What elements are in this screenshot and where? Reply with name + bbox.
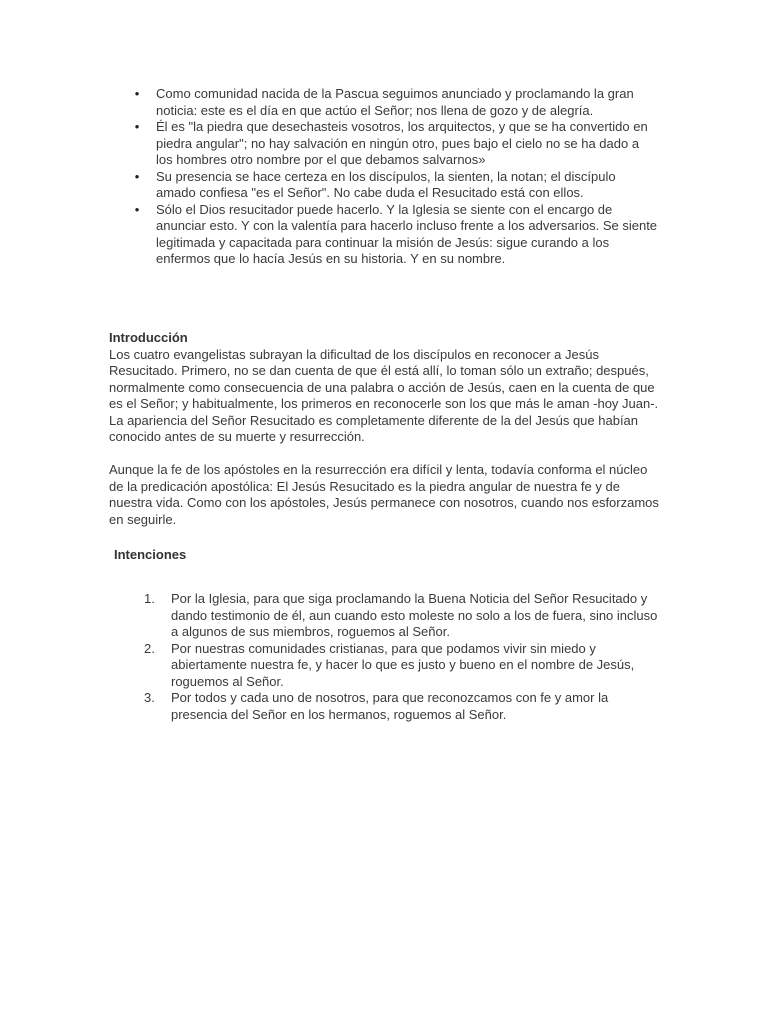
intencion-text: Por la Iglesia, para que siga proclamando la Buena Noticia del Señor Resucitado y dando testimonio de él, aun cuando esto moleste no solo a los de fuera, sino incluso a algunos de sus miembros, roguemos al Señor. — [171, 591, 658, 639]
bullet-icon: • — [134, 168, 140, 184]
bullet-item — [0, 86, 658, 119]
introduction-section — [109, 330, 659, 528]
bullet-text: Su presencia se hace certeza en los discípulos, la sienten, la notan; el discípulo amado confiesa "es el Señor". No cabe duda el Resucitado está con ellos. — [156, 168, 616, 200]
intencion-text: Por todos y cada uno de nosotros, para que reconozcamos con fe y amor la presencia del Señor en los hermanos, roguemos al Señor. — [171, 690, 609, 722]
introduction-paragraph: Aunque la fe de los apóstoles en la resurrección era difícil y lenta, todavía conforma el núcleo de la predicación apostólica: El Jesús Resucitado es la piedra angular de nuestra fe y de nuestra vida. Como con los apóstoles, Jesús permanece con nosotros, cuando nos esforzamos en seguirle. — [109, 462, 659, 527]
intencion-text: Por nuestras comunidades cristianas, para que podamos vivir sin miedo y abiertamente nuestra fe, y hacer lo que es justo y bueno en el nombre de Jesús, roguemos al Señor. — [171, 640, 635, 689]
introduction-heading: Introducción — [109, 330, 188, 345]
bullet-item — [0, 202, 658, 268]
intenciones-heading: Intenciones — [114, 547, 187, 562]
bullet-item — [0, 169, 658, 202]
intencion-item — [0, 591, 661, 641]
intencion-item — [0, 690, 661, 723]
introduction-paragraph: Los cuatro evangelistas subrayan la dificultad de los discípulos en reconocer a Jesús Resucitado. Primero, no se dan cuenta de que él está allí, lo toman sólo un extraño; después, normalmente como consecuencia de una palabra o acción de Jesús, caen en la cuenta de que es el Señor; y habitualmente, los primeros en reconocerle son los que más le aman -hoy Juan-. La apariencia del Señor Resucitado es completamente diferente de la del Jesús que habían conocido antes de su muerte y resurrección. — [109, 346, 659, 444]
item-number: 2. — [144, 640, 155, 656]
bullet-icon: • — [134, 201, 140, 217]
item-number: 1. — [144, 591, 155, 606]
intenciones-list — [0, 591, 768, 723]
bullet-icon: • — [134, 119, 140, 134]
bullet-list — [0, 86, 768, 268]
item-number: 3. — [144, 690, 155, 705]
bullet-item — [0, 119, 658, 169]
bullet-text: Él es "la piedra que desechasteis vosotros, los arquitectos, y que se ha convertido en piedra angular"; no hay salvación en ningún otro, pues bajo el cielo no se ha dado a los hombres otro nombre por el que debamos salvarnos» — [156, 119, 648, 167]
bullet-icon: • — [134, 86, 140, 101]
bullet-text: Como comunidad nacida de la Pascua seguimos anunciado y proclamando la gran noticia: este es el día en que actúo el Señor; nos llena de gozo y de alegría. — [156, 86, 634, 118]
paragraph-spacer — [109, 446, 659, 463]
intencion-item — [0, 641, 661, 691]
bullet-text: Sólo el Dios resucitador puede hacerlo. Y la Iglesia se siente con el encargo de anunciar esto. Y con la valentía para hacerlo incluso frente a los adversarios. Se siente legitimada y capacitada para continuar la misión de Jesús: sigue curando a los enfermos que lo hacía Jesús en su historia. Y en su nombre. — [156, 201, 658, 266]
